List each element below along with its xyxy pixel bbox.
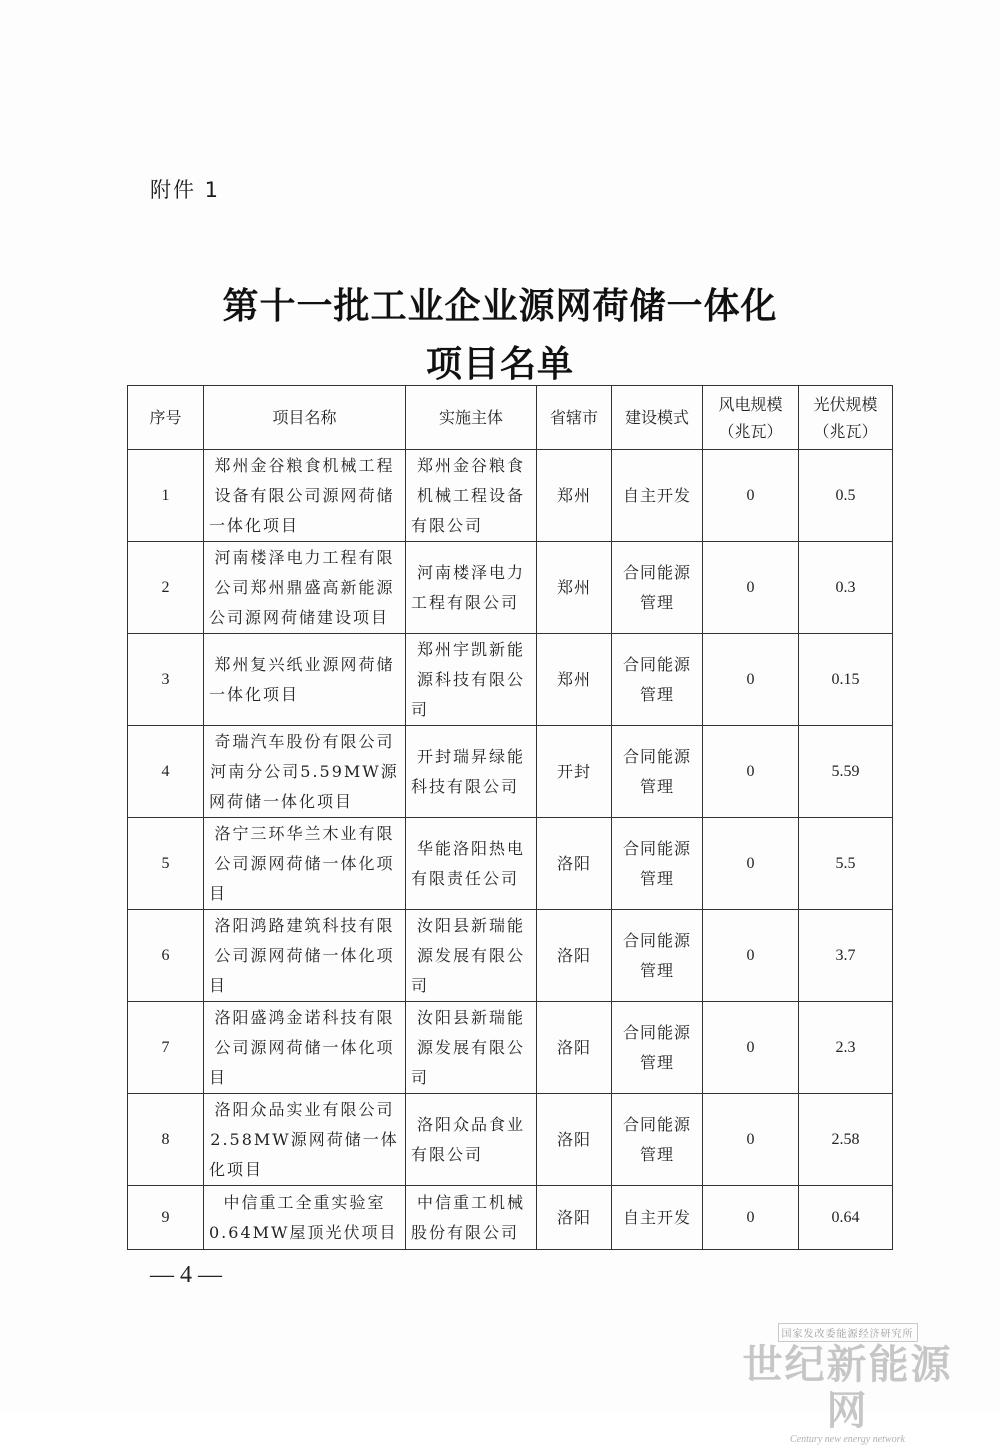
cell-city: 洛阳 <box>537 1186 612 1250</box>
cell-project-name: 郑州复兴纸业源网荷储一体化项目 <box>204 634 406 726</box>
cell-city: 郑州 <box>537 542 612 634</box>
cell-build-mode: 自主开发 <box>612 1186 703 1250</box>
cell-solar-capacity: 0.15 <box>799 634 893 726</box>
table-row <box>128 634 893 726</box>
cell-wind-capacity: 0 <box>703 726 799 818</box>
cell-project-name: 奇瑞汽车股份有限公司河南分公司5.59MW源网荷储一体化项目 <box>204 726 406 818</box>
cell-solar-capacity: 2.3 <box>799 1002 893 1094</box>
cell-serial: 6 <box>128 910 204 1002</box>
cell-implementer: 河南楼泽电力工程有限公司 <box>406 542 537 634</box>
cell-implementer: 中信重工机械股份有限公司 <box>406 1186 537 1250</box>
cell-wind-capacity: 0 <box>703 542 799 634</box>
cell-solar-capacity: 3.7 <box>799 910 893 1002</box>
header-serial: 序号 <box>128 386 204 450</box>
table-row <box>128 542 893 634</box>
header-city: 省辖市 <box>537 386 612 450</box>
cell-city: 开封 <box>537 726 612 818</box>
cell-build-mode: 合同能源管理 <box>612 634 703 726</box>
table-row <box>128 1186 893 1250</box>
table-row <box>128 818 893 910</box>
attachment-label: 附件 1 <box>150 178 221 202</box>
table-row <box>128 910 893 1002</box>
cell-city: 郑州 <box>537 634 612 726</box>
watermark-logo <box>735 1322 960 1445</box>
cell-build-mode: 合同能源管理 <box>612 1002 703 1094</box>
cell-city: 洛阳 <box>537 1002 612 1094</box>
cell-wind-capacity: 0 <box>703 450 799 542</box>
cell-serial: 8 <box>128 1094 204 1186</box>
cell-city: 洛阳 <box>537 910 612 1002</box>
cell-implementer: 汝阳县新瑞能源发展有限公司 <box>406 910 537 1002</box>
document-title: 第十一批工业企业源网荷储一体化 <box>222 285 778 327</box>
cell-wind-capacity: 0 <box>703 634 799 726</box>
cell-city: 郑州 <box>537 450 612 542</box>
cell-project-name: 河南楼泽电力工程有限公司郑州鼎盛高新能源公司源网荷储建设项目 <box>204 542 406 634</box>
table-row <box>128 1002 893 1094</box>
cell-serial: 7 <box>128 1002 204 1094</box>
watermark-sub-text: Century new energy network <box>790 1434 905 1445</box>
cell-serial: 1 <box>128 450 204 542</box>
cell-project-name: 洛阳盛鸿金诺科技有限公司源网荷储一体化项目 <box>204 1002 406 1094</box>
header-build-mode: 建设模式 <box>612 386 703 450</box>
table-row <box>128 1094 893 1186</box>
cell-solar-capacity: 0.64 <box>799 1186 893 1250</box>
watermark-main-text: 世纪新能源网 <box>742 1341 953 1434</box>
page-number: — 4 — <box>150 1262 222 1288</box>
cell-serial: 4 <box>128 726 204 818</box>
cell-build-mode: 合同能源管理 <box>612 818 703 910</box>
cell-solar-capacity: 0.3 <box>799 542 893 634</box>
cell-wind-capacity: 0 <box>703 1094 799 1186</box>
cell-implementer: 郑州宇凯新能源科技有限公司 <box>406 634 537 726</box>
cell-city: 洛阳 <box>537 1094 612 1186</box>
cell-implementer: 开封瑞昇绿能科技有限公司 <box>406 726 537 818</box>
header-wind-capacity: 风电规模 （兆瓦） <box>703 386 799 450</box>
cell-implementer: 汝阳县新瑞能源发展有限公司 <box>406 1002 537 1094</box>
cell-wind-capacity: 0 <box>703 818 799 910</box>
cell-solar-capacity: 5.5 <box>799 818 893 910</box>
cell-build-mode: 合同能源管理 <box>612 726 703 818</box>
cell-serial: 3 <box>128 634 204 726</box>
cell-project-name: 洛阳众品实业有限公司2.58MW源网荷储一体化项目 <box>204 1094 406 1186</box>
cell-serial: 2 <box>128 542 204 634</box>
header-solar-capacity: 光伏规模 （兆瓦） <box>799 386 893 450</box>
cell-serial: 5 <box>128 818 204 910</box>
cell-build-mode: 自主开发 <box>612 450 703 542</box>
cell-wind-capacity: 0 <box>703 1186 799 1250</box>
cell-city: 洛阳 <box>537 818 612 910</box>
table-row <box>128 450 893 542</box>
cell-solar-capacity: 0.5 <box>799 450 893 542</box>
cell-implementer: 洛阳众品食业有限公司 <box>406 1094 537 1186</box>
table-header-row <box>128 386 893 450</box>
cell-wind-capacity: 0 <box>703 1002 799 1094</box>
cell-implementer: 郑州金谷粮食机械工程设备有限公司 <box>406 450 537 542</box>
cell-wind-capacity: 0 <box>703 910 799 1002</box>
project-list-table <box>127 385 893 1250</box>
cell-implementer: 华能洛阳热电有限责任公司 <box>406 818 537 910</box>
cell-solar-capacity: 5.59 <box>799 726 893 818</box>
cell-project-name: 洛宁三环华兰木业有限公司源网荷储一体化项目 <box>204 818 406 910</box>
watermark-top-text: 国家发改委能源经济研究所 <box>778 1323 918 1342</box>
header-project-name: 项目名称 <box>204 386 406 450</box>
document-title-line2: 项目名单 <box>425 343 574 385</box>
cell-project-name: 郑州金谷粮食机械工程设备有限公司源网荷储一体化项目 <box>204 450 406 542</box>
cell-serial: 9 <box>128 1186 204 1250</box>
header-implementer: 实施主体 <box>406 386 537 450</box>
cell-build-mode: 合同能源管理 <box>612 1094 703 1186</box>
cell-build-mode: 合同能源管理 <box>612 542 703 634</box>
cell-build-mode: 合同能源管理 <box>612 910 703 1002</box>
cell-project-name: 洛阳鸿路建筑科技有限公司源网荷储一体化项目 <box>204 910 406 1002</box>
cell-solar-capacity: 2.58 <box>799 1094 893 1186</box>
cell-project-name: 中信重工全重实验室0.64MW屋顶光伏项目 <box>204 1186 406 1250</box>
table-row <box>128 726 893 818</box>
